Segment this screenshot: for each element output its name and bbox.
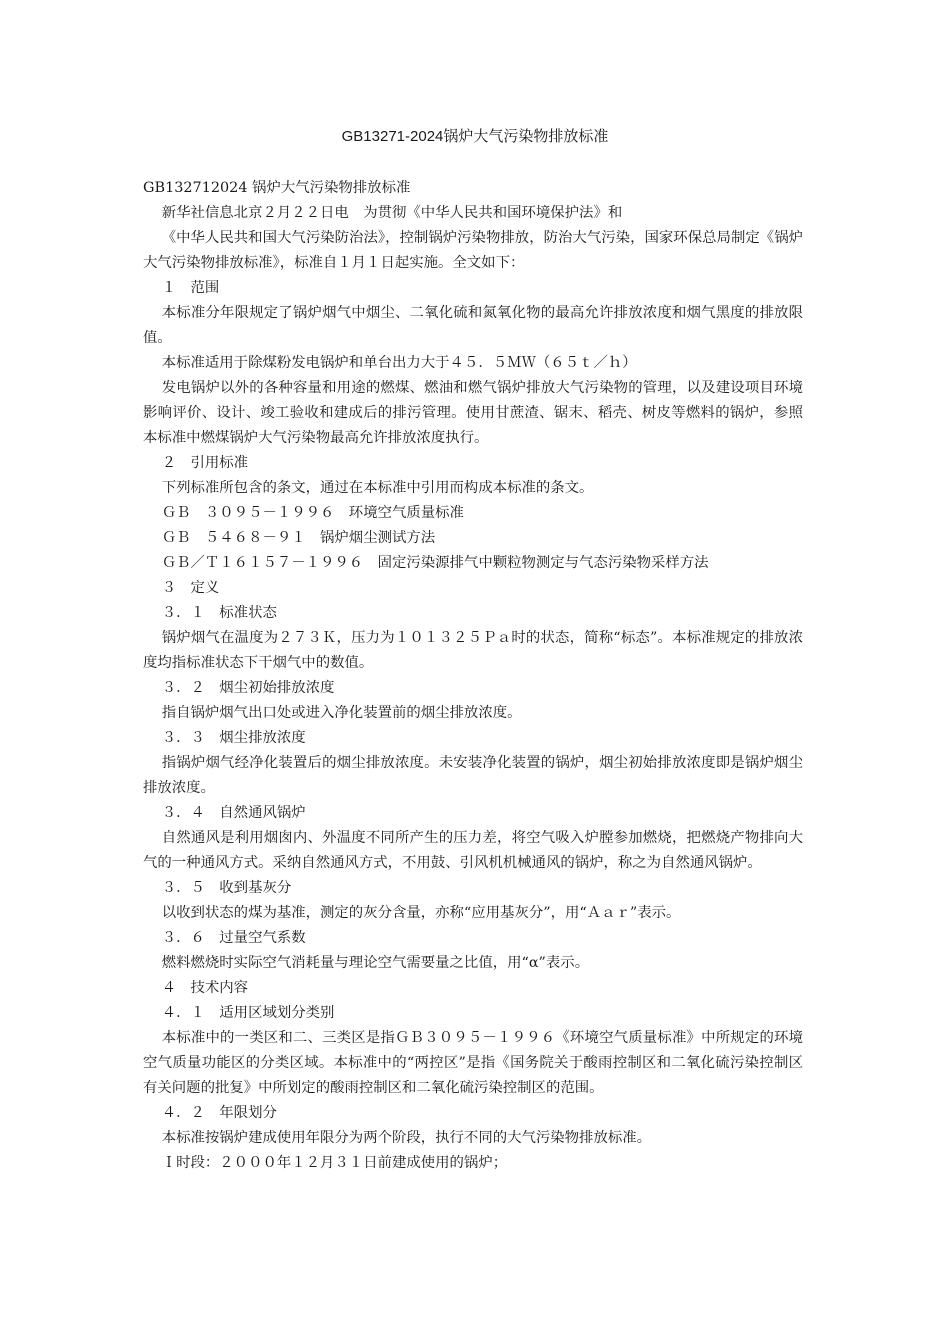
paragraph: 下列标准所包含的条文，通过在本标准中引用而构成本标准的条文。 bbox=[161, 480, 594, 496]
paragraph: 本标准适用于除煤粉发电锅炉和单台出力大于４５．５ＭＷ（６５ｔ／ｈ） bbox=[161, 355, 637, 371]
paragraph: 发电锅炉以外的各种容量和用途的燃煤、燃油和燃气锅炉排放大气污染物的管理，以及建设项目环境影响评价、设计、竣工验收和建成后的排污管理。使用甘蔗渣、锯末、稻壳、树皮等燃料的锅炉，参照本标准中燃煤锅炉大气污染物最高允许排放浓度执行。 bbox=[143, 380, 803, 446]
paragraph: 以收到状态的煤为基准，测定的灰分含量，亦称“应用基灰分”，用“Ａａｒ”表示。 bbox=[161, 905, 681, 921]
paragraph: 自然通风是利用烟囱内、外温度不同所产生的压力差，将空气吸入炉膛参加燃烧，把燃烧产物排向大气的一种通风方式。采纳自然通风方式，不用鼓、引风机机械通风的锅炉，称之为自然通风锅炉。 bbox=[143, 830, 803, 871]
paragraph: ４．１ 适用区域划分类别 bbox=[161, 1005, 335, 1021]
paragraph: ３．２ 烟尘初始排放浓度 bbox=[161, 680, 335, 696]
paragraph: 燃料燃烧时实际空气消耗量与理论空气需要量之比值，用“α”表示。 bbox=[161, 955, 590, 971]
paragraph: 本标准分年限规定了锅炉烟气中烟尘、二氧化硫和氮氧化物的最高允许排放浓度和烟气黑度的排放限值。 bbox=[143, 305, 803, 346]
document-body bbox=[143, 176, 803, 1176]
paragraph: ３．３ 烟尘排放浓度 bbox=[161, 730, 306, 746]
paragraph: 本标准中的一类区和二、三类区是指ＧＢ３０９５－１９９６《环境空气质量标准》中所规定的环境空气质量功能区的分类区域。本标准中的“两控区”是指《国务院关于酸雨控制区和二氧化硫污染控制区有关问题的批复》中所划定的酸雨控制区和二氧化硫污染控制区的范围。 bbox=[143, 1030, 803, 1096]
paragraph: ＧＢ／Ｔ１６１５７－１９９６ 固定污染源排气中颗粒物测定与气态污染物采样方法 bbox=[161, 555, 709, 571]
paragraph: 指自锅炉烟气出口处或进入净化装置前的烟尘排放浓度。 bbox=[161, 705, 522, 721]
paragraph: ＧＢ ３０９５－１９９６ 环境空气质量标准 bbox=[161, 505, 464, 521]
paragraph: ３．１ 标准状态 bbox=[161, 605, 277, 621]
paragraph: 本标准按锅炉建成使用年限分为两个阶段，执行不同的大气污染物排放标准。 bbox=[161, 1130, 652, 1146]
paragraph: 锅炉烟气在温度为２７３Ｋ，压力为１０１３２５Ｐａ时的状态，简称“标态”。本标准规定的排放浓度均指标准状态下干烟气中的数值。 bbox=[143, 630, 803, 671]
paragraph: ３．４ 自然通风锅炉 bbox=[161, 805, 306, 821]
document-title: GB13271-2024锅炉大气污染物排放标准 bbox=[341, 128, 609, 145]
paragraph: 指锅炉烟气经净化装置后的烟尘排放浓度。未安装净化装置的锅炉，烟尘初始排放浓度即是锅炉烟尘排放浓度。 bbox=[143, 755, 803, 796]
paragraph: GB132712024 锅炉大气污染物排放标准 bbox=[143, 180, 411, 196]
paragraph: ３．５ 收到基灰分 bbox=[161, 880, 292, 896]
paragraph: １ 范围 bbox=[161, 280, 220, 296]
paragraph: 《中华人民共和国大气污染防治法》，控制锅炉污染物排放，防治大气污染，国家环保总局制定《锅炉大气污染物排放标准》，标准自１月１日起实施。全文如下： bbox=[143, 230, 803, 271]
paragraph: ４ 技术内容 bbox=[161, 980, 249, 996]
paragraph: Ｉ时段：２０００年１２月３１日前建成使用的锅炉； bbox=[161, 1155, 508, 1171]
paragraph: ２ 引用标准 bbox=[161, 455, 249, 471]
paragraph: ３ 定义 bbox=[161, 580, 220, 596]
paragraph: ＧＢ ５４６８－９１ 锅炉烟尘测试方法 bbox=[161, 530, 436, 546]
paragraph: ３．６ 过量空气系数 bbox=[161, 930, 306, 946]
paragraph: ４．２ 年限划分 bbox=[161, 1105, 277, 1121]
paragraph: 新华社信息北京２月２２日电 为贯彻《中华人民共和国环境保护法》和 bbox=[161, 205, 623, 221]
